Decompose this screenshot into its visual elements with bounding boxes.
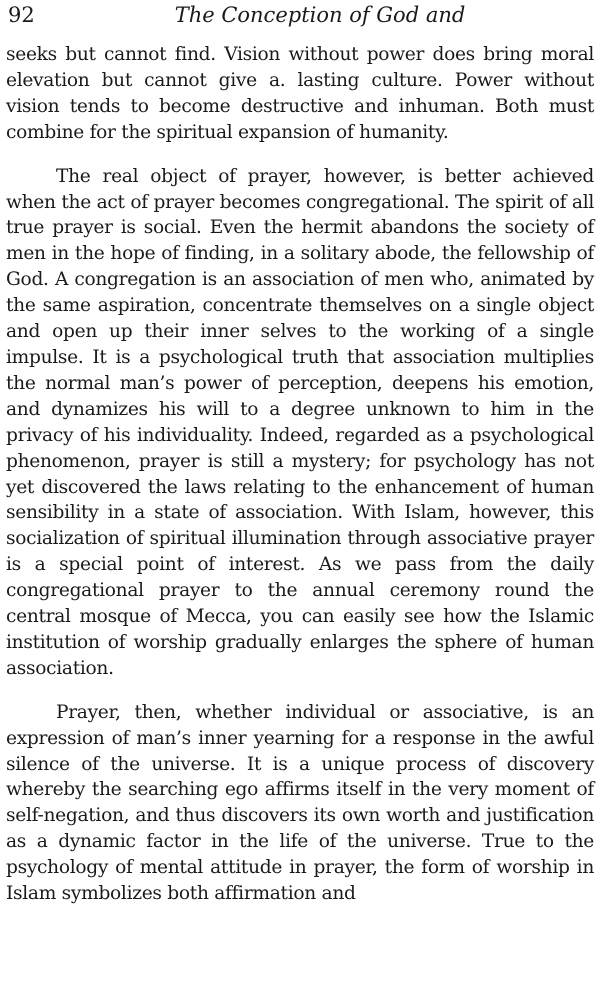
paragraph-continuation: seeks but cannot find. Vision without power does bring moral elevation but cannot give a. lasting culture. Power without vision tends to become destructive and inhuman. Both must combine for the spiritual expansion of humanity. <box>6 44 594 143</box>
body-text <box>6 42 594 907</box>
page-header <box>6 0 594 40</box>
page-number: 92 <box>8 3 35 27</box>
paragraph-prayer-expression: Prayer, then, whether individual or associative, is an expression of man’s inner yearning for a response in the awful silence of the universe. It is a unique process of discovery whereby the searching ego affirms itself in the very moment of self-negation, and thus discovers its own worth and justification as a dynamic factor in the life of the universe. True to the psychology of mental attitude in prayer, the form of worship in Islam symbolizes both affirmation and <box>6 701 594 905</box>
running-head: The Conception of God and <box>174 3 466 27</box>
paragraph-congregational-prayer: The real object of prayer, however, is better achieved when the act of prayer becomes congregational. The spirit of all true prayer is social. Even the hermit abandons the society of men in the hope of finding, in a solitary abode, the fellowship of God. A congregation is an association of men who, animated by the same aspiration, concentrate themselves on a single object and open up their inner selves to the working of a single impulse. It is a psychological truth that association multiplies the normal man’s power of perception, deepens his emotion, and dynamizes his will to a degree unknown to him in the privacy of his individuality. Indeed, regarded as a psychological phenomenon, prayer is still a mystery; for psychology has not yet discovered the laws relating to the enhancement of human sensibility in a state of association. With Islam, however, this socialization of spiritual illumination through associative prayer is a special point of interest. As we pass from the daily congregational prayer to the annual ceremony round the central mosque of Mecca, you can easily see how the Islamic institution of worship gradually enlarges the sphere of human association. <box>6 165 594 679</box>
